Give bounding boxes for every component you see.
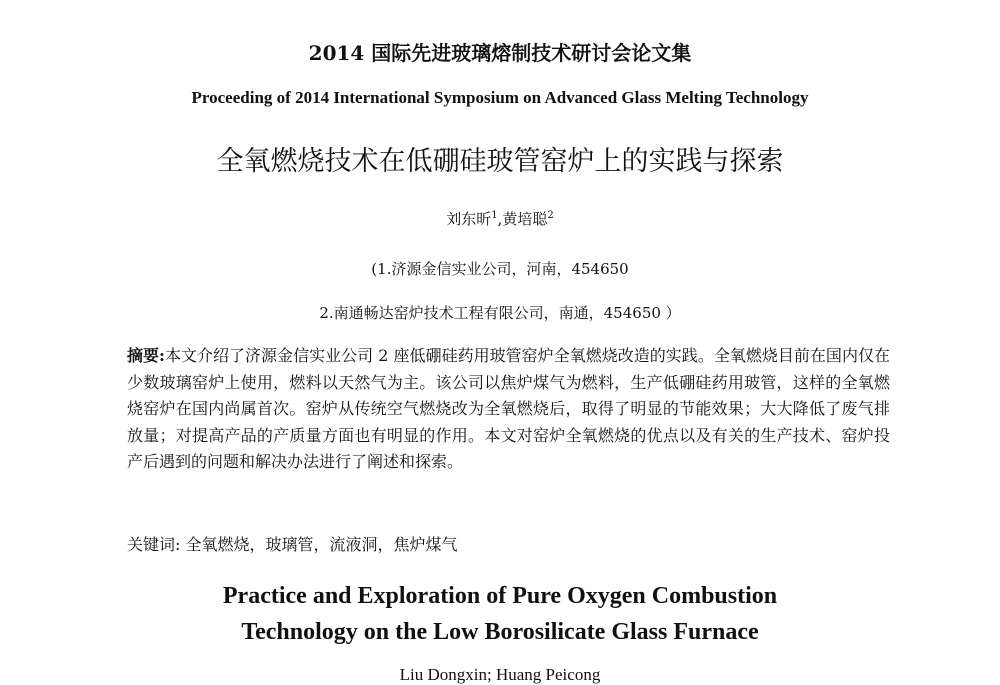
- conference-title-cn: 2014 国际先进玻璃熔制技术研讨会论文集: [308, 41, 692, 65]
- paper-title-en-line: Practice and Exploration of Pure Oxygen Combustion: [222, 583, 778, 609]
- keywords-label: 关键词:: [127, 535, 181, 554]
- abstract-label: 摘要:: [127, 346, 165, 365]
- affiliation-2: 2.南通畅达窑炉技术工程有限公司，南通，454650 ）: [319, 304, 681, 322]
- abstract: [127, 343, 890, 476]
- author-separator: ,: [497, 210, 503, 228]
- affiliation-1: (1.济源金信实业公司，河南，454650: [371, 260, 629, 278]
- author-affiliation-mark: 1: [491, 210, 498, 221]
- authors-cn: [0, 208, 1000, 229]
- paper-title-cn: 全氧燃烧技术在低硼硅玻管窑炉上的实践与探索: [216, 146, 784, 177]
- keywords: [127, 532, 458, 555]
- keywords-text: 全氧燃烧，玻璃管，流液洞，焦炉煤气: [185, 535, 458, 554]
- author-name: 黄培聪: [502, 210, 548, 228]
- conference-title-en: Proceeding of 2014 International Symposium on Advanced Glass Melting Technology: [191, 88, 809, 107]
- author-affiliation-mark: 2: [547, 210, 554, 221]
- authors-en: Liu Dongxin; Huang Peicong: [399, 665, 601, 684]
- paper-title-en: [0, 578, 1000, 650]
- paper-title-en-line: Technology on the Low Borosilicate Glass Furnace: [241, 619, 759, 645]
- author-name: 刘东昕: [446, 210, 492, 228]
- abstract-text: 本文介绍了济源金信实业公司 2 座低硼硅药用玻管窑炉全氧燃烧改造的实践。全氧燃烧目前在国内仅在少数玻璃窑炉上使用，燃料以天然气为主。该公司以焦炉煤气为燃料，生产低硼硅药用玻管，这样的全氧燃烧窑炉在国内尚属首次。窑炉从传统空气燃烧改为全氧燃烧后，取得了明显的节能效果；大大降低了废气排放量；对提高产品的产质量方面也有明显的作用。本文对窑炉全氧燃烧的优点以及有关的生产技术、窑炉投产后遇到的问题和解决办法进行了阐述和探索。: [127, 346, 890, 472]
